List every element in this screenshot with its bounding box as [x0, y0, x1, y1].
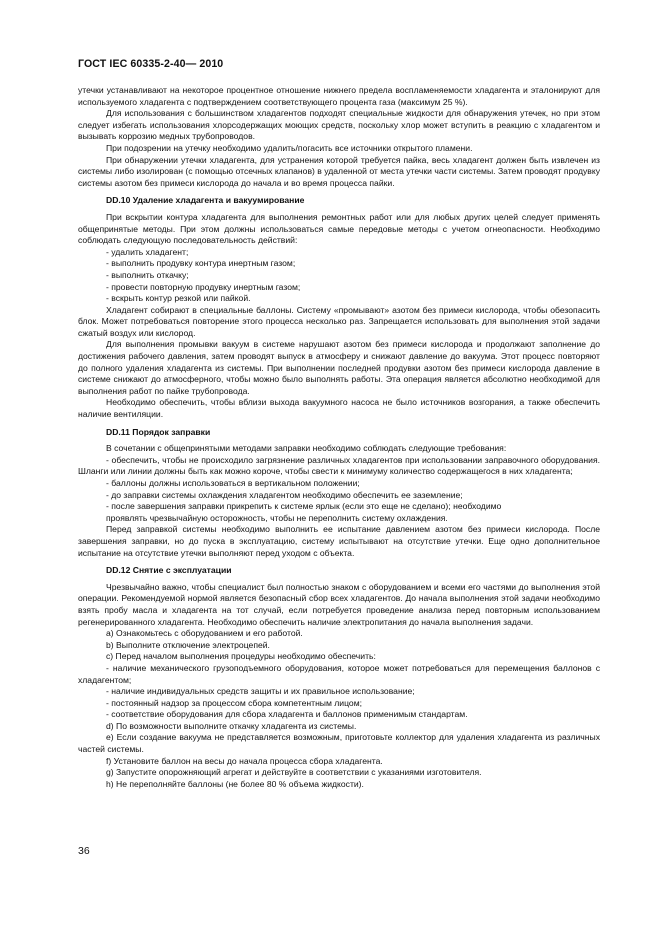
paragraph: - наличие механического грузоподъемного оборудования, которое может потребоваться для перемещения баллонов с хладагентом;: [78, 662, 600, 685]
list-item: - наличие индивидуальных средств защиты и их правильное использование;: [106, 686, 415, 697]
list-item: h) Не переполняйте баллоны (не более 80 % объема жидкости).: [106, 778, 364, 789]
section-heading: DD.10 Удаление хладагента и вакуумирование: [106, 195, 305, 206]
paragraph: При подозрении на утечку необходимо удалить/погасить все источники открытого пламени.: [106, 142, 473, 153]
paragraph: e) Если создание вакуума не представляется возможным, приготовьте коллектор для удаления хладагента из различных частей системы.: [78, 732, 600, 755]
paragraph: - обеспечить, чтобы не происходило загрязнение различных хладагентов при использовании заправочного оборудования. Шланги или линии должны быть как можно короче, чтобы свести к минимуму количество содержащегося в них хладагента;: [78, 454, 600, 477]
paragraph: Перед заправкой системы необходимо выполнить ее испытание давлением азотом без примеси кислорода. После завершения заправки, но до пуска в эксплуатацию, систему испытывают на отсутствие утечки. Еще одно дополнительное испытание на отсутствие утечки выполняют перед уходом с объекта.: [78, 524, 600, 558]
list-item: - выполнить продувку контура инертным газом;: [106, 258, 296, 269]
list-item: - вскрыть контур резкой или пайкой.: [106, 293, 251, 304]
paragraph: При обнаружении утечки хладагента, для устранения которой требуется пайка, весь хладагент должен быть извлечен из системы либо изолирован (с помощью отсечных клапанов) в удаленной от места утечки части системы. Затем проводят продувку системы азотом без примеси кислорода до начала и во время процесса пайки.: [78, 154, 600, 188]
list-item: - после завершения заправки прикрепить к системе ярлык (если это еще не сделано); необходимо: [106, 501, 502, 512]
paragraph: В сочетании с общепринятыми методами заправки необходимо соблюдать следующие требования:: [106, 443, 507, 454]
list-item: - выполнить откачку;: [106, 269, 189, 280]
list-item: g) Запустите опорожняющий агрегат и действуйте в соответствии с указаниями изготовителя.: [106, 767, 482, 778]
paragraph: утечки устанавливают на некоторое процентное отношение нижнего предела воспламеняемости хладагента и эталонируют для используемого хладагента с подтверждением соответствующего процента газа (максимум 25 %).: [78, 85, 600, 107]
list-item: - удалить хладагент;: [106, 246, 189, 257]
list-item: - провести повторную продувку инертным газом;: [106, 281, 301, 292]
list-item: f) Установите баллон на весы до начала процесса сбора хладагента.: [106, 755, 383, 766]
list-item: b) Выполните отключение электроцепей.: [106, 639, 270, 650]
paragraph: Для выполнения промывки вакуум в системе нарушают азотом без примеси кислорода и продолжают заполнение до достижения рабочего давления, затем проводят выпуск в атмосферу и снижают давление до вакуума. Этот процесс повторяют до полного удаления хладагента из системы. При выполнении последней продувки азотом без примеси кислорода давление в системе снижают до атмосферного, чтобы можно было выполнять работы. Эта операция является абсолютно необходимой для выполнения работ по пайке трубопровода.: [78, 339, 600, 396]
paragraph: Хладагент собирают в специальные баллоны. Систему «промывают» азотом без примеси кислорода, чтобы обезопасить блок. Может потребоваться повторение этого процесса несколько раз. Запрещается использовать для выполнения этой задачи сжатый воздух или кислород.: [78, 304, 600, 338]
list-item: - баллоны должны использоваться в вертикальном положении;: [106, 478, 360, 488]
paragraph: Необходимо обеспечить, чтобы вблизи выхода вакуумного насоса не было источников возгорания, а также обеспечить наличие вентиляции.: [78, 397, 600, 420]
paragraph: При вскрытии контура хладагента для выполнения ремонтных работ или для любых других целей следует применять общепринятые методы. При этом должны использоваться самые передовые методы с учетом огнеопасности. Необходимо соблюдать следующую последовательность действий:: [78, 211, 600, 246]
list-item: - соответствие оборудования для сбора хладагента и баллонов применимым стандартам.: [106, 709, 468, 720]
list-item: проявлять чрезвычайную осторожность, чтобы не переполнить систему охлаждения.: [106, 512, 448, 523]
document-body: [78, 85, 600, 790]
section-heading: DD.12 Снятие с эксплуатации: [106, 565, 232, 576]
list-item: d) По возможности выполните откачку хладагента из системы.: [106, 720, 357, 731]
paragraph: Для использования с большинством хладагентов подходят специальные жидкости для обнаружения утечек, но при этом следует избегать использования хлорсодержащих моющих средств, поскольку хлор может вступить в реакцию с хладагентом и вызывать коррозию медных трубопроводов.: [78, 108, 600, 142]
list-item: - постоянный надзор за процессом сбора компетентным лицом;: [106, 697, 362, 708]
document-header: ГОСТ IEC 60335-2-40— 2010: [78, 58, 224, 70]
list-item: c) Перед началом выполнения процедуры необходимо обеспечить:: [106, 651, 376, 662]
paragraph: Чрезвычайно важно, чтобы специалист был полностью знаком с оборудованием и всеми его частями до выполнения этой операции. Рекомендуемой нормой является безопасный сбор всех хладагентов. До начала выполнения этой задачи необходимо взять пробу масла и хладагента на тот случай, если потребуется проведение анализа перед повторным использованием регенерированного хладагента. Необходимо обеспечить наличие электропитания до начала выполнения задачи.: [78, 581, 600, 627]
section-heading: DD.11 Порядок заправки: [106, 426, 211, 437]
list-item: - до заправки системы охлаждения хладагентом необходимо обеспечить ее заземление;: [106, 489, 463, 500]
list-item: a) Ознакомьтесь с оборудованием и его работой.: [106, 628, 303, 639]
page-number: 36: [78, 845, 90, 857]
